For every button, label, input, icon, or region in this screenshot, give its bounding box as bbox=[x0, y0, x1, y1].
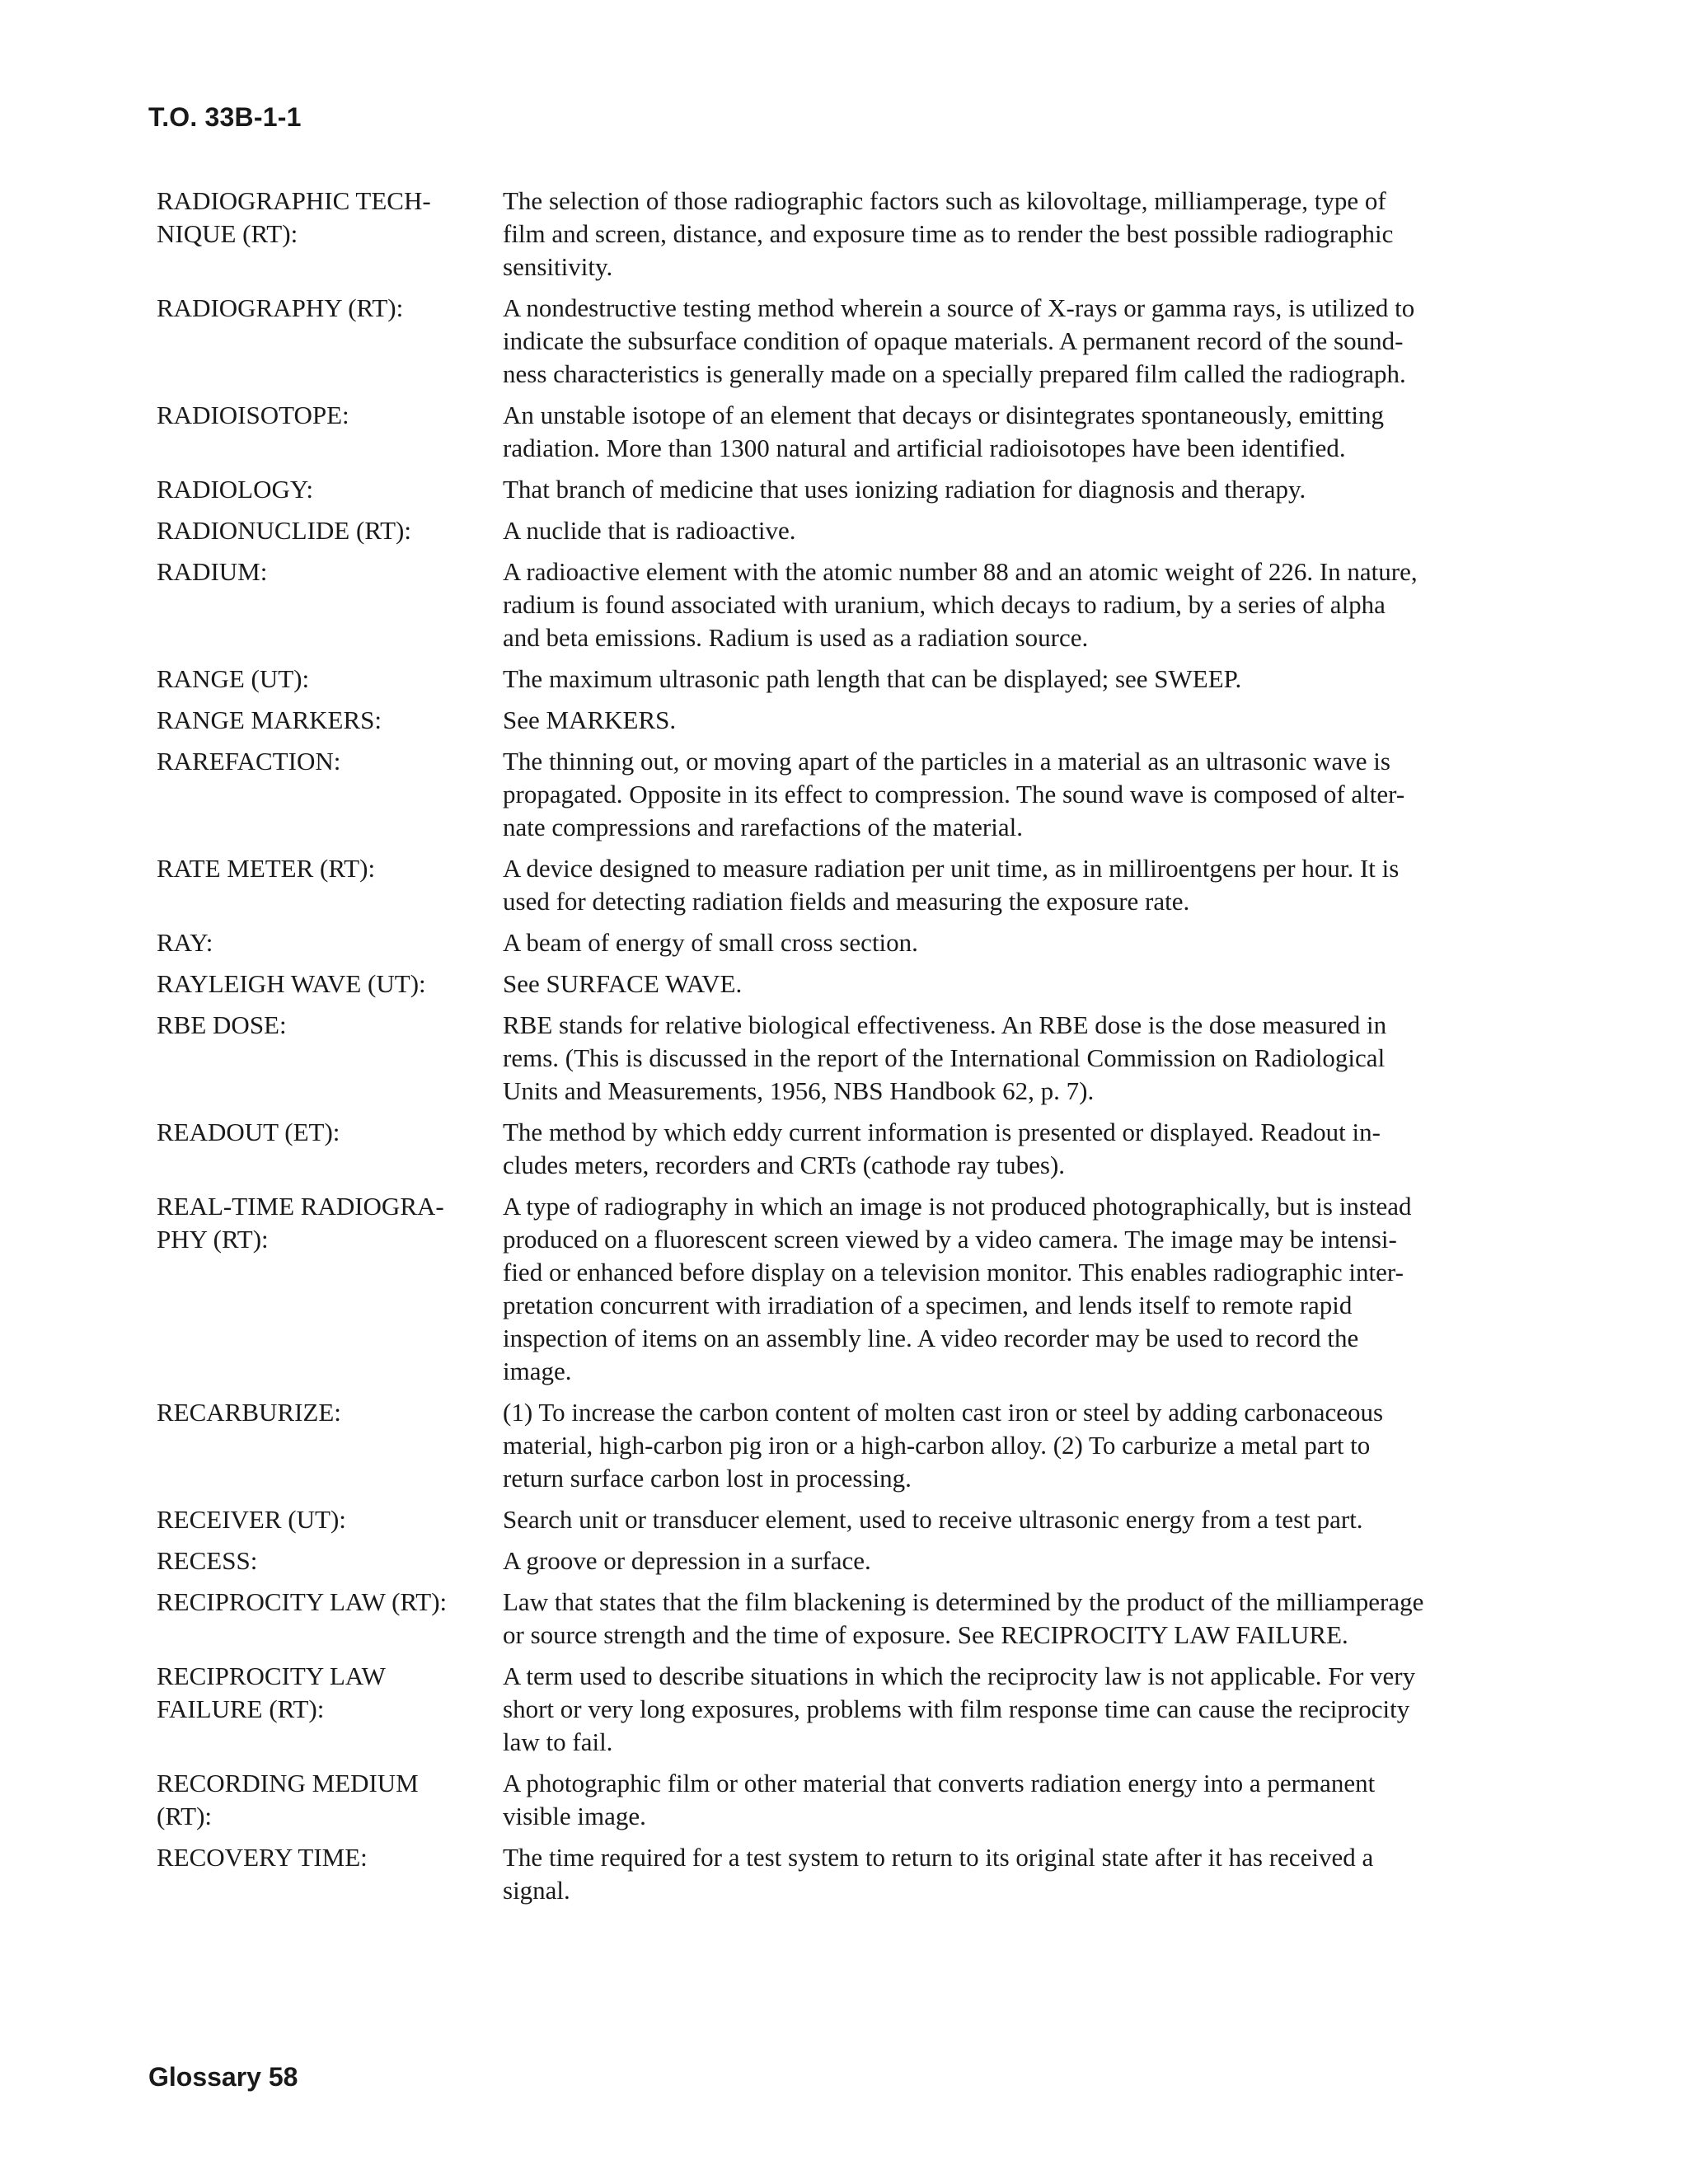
glossary-term: RATE METER (RT): bbox=[157, 854, 376, 883]
glossary-definition: A term used to describe situations in which the reciprocity law is not applicable. For very short or very long exposures, problems with film response time can cause the reciprocity law to fail. bbox=[503, 1661, 1416, 1756]
glossary-entry bbox=[157, 473, 1541, 506]
glossary-term: READOUT (ET): bbox=[157, 1118, 340, 1146]
glossary-definition: The maximum ultrasonic path length that can be displayed; see SWEEP. bbox=[503, 664, 1242, 693]
glossary-term: RADIOGRAPHIC TECH- NIQUE (RT): bbox=[157, 186, 431, 248]
glossary-entry bbox=[157, 185, 1541, 284]
glossary-term: RECARBURIZE: bbox=[157, 1398, 341, 1427]
glossary-entry bbox=[157, 399, 1541, 465]
glossary-entry bbox=[157, 1116, 1541, 1182]
document-id: T.O. 33B-1-1 bbox=[148, 102, 302, 132]
glossary-entry bbox=[157, 968, 1541, 1001]
glossary-term: RADIOISOTOPE: bbox=[157, 401, 349, 429]
glossary-definition: A nondestructive testing method wherein a source of X-rays or gamma rays, is utilized to indicate the subsurface condition of opaque materials. A permanent record of the sound- ness characteristics is generally made on a specially prepared film called the radiograph. bbox=[503, 293, 1415, 388]
glossary-definition: See MARKERS. bbox=[503, 705, 677, 734]
glossary-term: RAREFACTION: bbox=[157, 747, 341, 776]
page-number: Glossary 58 bbox=[148, 2062, 298, 2092]
glossary-definition: That branch of medicine that uses ionizing radiation for diagnosis and therapy. bbox=[503, 475, 1306, 504]
glossary-definition: An unstable isotope of an element that decays or disintegrates spontaneously, emitting radiation. More than 1300 natural and artificial radioisotopes have been identified. bbox=[503, 401, 1384, 462]
glossary-definition: A type of radiography in which an image is not produced photographically, but is instead produced on a fluorescent screen viewed by a video camera. The image may be intensi- fied or enhanced before display on a television monitor. This enables radiographic inter- pretation concurrent with irradiation of a specimen, and lends itself to remote rapid inspection of items on an assembly line. A video recorder may be used to record the image. bbox=[503, 1192, 1412, 1385]
glossary-definition: Law that states that the film blackening is determined by the product of the milliamperage or source strength and the time of exposure. See RECIPROCITY LAW FAILURE. bbox=[503, 1587, 1424, 1649]
glossary-definition: A nuclide that is radioactive. bbox=[503, 516, 796, 545]
glossary-term: RADIOGRAPHY (RT): bbox=[157, 293, 404, 322]
glossary-definition: The time required for a test system to return to its original state after it has received a signal. bbox=[503, 1843, 1374, 1905]
glossary-list bbox=[157, 185, 1541, 1915]
glossary-entry bbox=[157, 745, 1541, 844]
glossary-definition: A photographic film or other material that converts radiation energy into a permanent visible image. bbox=[503, 1769, 1376, 1830]
glossary-term: RECORDING MEDIUM (RT): bbox=[157, 1769, 419, 1830]
glossary-term: RECOVERY TIME: bbox=[157, 1843, 368, 1872]
glossary-definition: RBE stands for relative biological effectiveness. An RBE dose is the dose measured in rems. (This is discussed in the report of the International Commission on Radiological Units and Measurements, 1956, NBS Handbook 62, p. 7). bbox=[503, 1010, 1387, 1105]
glossary-entry bbox=[157, 1544, 1541, 1577]
glossary-entry bbox=[157, 1767, 1541, 1833]
glossary-definition: A beam of energy of small cross section. bbox=[503, 928, 918, 957]
glossary-entry bbox=[157, 663, 1541, 696]
glossary-entry bbox=[157, 1009, 1541, 1108]
glossary-term: RBE DOSE: bbox=[157, 1010, 287, 1039]
glossary-term: RECIPROCITY LAW FAILURE (RT): bbox=[157, 1661, 386, 1723]
glossary-definition: See SURFACE WAVE. bbox=[503, 969, 743, 998]
glossary-definition: A device designed to measure radiation per unit time, as in milliroentgens per hour. It is used for detecting radiation fields and measuring the exposure rate. bbox=[503, 854, 1400, 916]
glossary-term: RECESS: bbox=[157, 1546, 258, 1575]
glossary-definition: The thinning out, or moving apart of the particles in a material as an ultrasonic wave is propagated. Opposite in its effect to compression. The sound wave is composed of alter- nate compressions and rarefactions of the material. bbox=[503, 747, 1405, 841]
glossary-entry bbox=[157, 555, 1541, 654]
glossary-entry bbox=[157, 514, 1541, 547]
glossary-entry bbox=[157, 1586, 1541, 1652]
glossary-term: RAYLEIGH WAVE (UT): bbox=[157, 969, 426, 998]
glossary-entry bbox=[157, 1841, 1541, 1907]
glossary-entry bbox=[157, 1660, 1541, 1759]
glossary-entry bbox=[157, 1396, 1541, 1495]
glossary-entry bbox=[157, 1190, 1541, 1388]
glossary-term: RANGE (UT): bbox=[157, 664, 310, 693]
glossary-definition: Search unit or transducer element, used to receive ultrasonic energy from a test part. bbox=[503, 1505, 1363, 1534]
glossary-definition: (1) To increase the carbon content of molten cast iron or steel by adding carbonaceous material, high-carbon pig iron or a high-carbon alloy. (2) To carburize a metal part to return surface carbon lost in processing. bbox=[503, 1398, 1384, 1493]
glossary-term: RECEIVER (UT): bbox=[157, 1505, 346, 1534]
glossary-entry bbox=[157, 292, 1541, 391]
glossary-term: RAY: bbox=[157, 928, 213, 957]
glossary-definition: A groove or depression in a surface. bbox=[503, 1546, 871, 1575]
glossary-term: RADIONUCLIDE (RT): bbox=[157, 516, 411, 545]
glossary-definition: A radioactive element with the atomic number 88 and an atomic weight of 226. In nature, radium is found associated with uranium, which decays to radium, by a series of alpha and beta emissions. Radium is used as a radiation source. bbox=[503, 557, 1418, 652]
glossary-definition: The selection of those radiographic factors such as kilovoltage, milliamperage, type of film and screen, distance, and exposure time as to render the best possible radiographic sensitivity. bbox=[503, 186, 1394, 281]
glossary-term: RECIPROCITY LAW (RT): bbox=[157, 1587, 448, 1616]
glossary-entry bbox=[157, 852, 1541, 918]
glossary-entry bbox=[157, 1503, 1541, 1536]
glossary-term: RADIUM: bbox=[157, 557, 268, 586]
glossary-term: REAL-TIME RADIOGRA- PHY (RT): bbox=[157, 1192, 444, 1254]
glossary-entry bbox=[157, 704, 1541, 737]
glossary-definition: The method by which eddy current information is presented or displayed. Readout in- cludes meters, recorders and CRTs (cathode ray tubes). bbox=[503, 1118, 1381, 1179]
glossary-term: RADIOLOGY: bbox=[157, 475, 314, 504]
glossary-term: RANGE MARKERS: bbox=[157, 705, 382, 734]
glossary-entry bbox=[157, 926, 1541, 959]
